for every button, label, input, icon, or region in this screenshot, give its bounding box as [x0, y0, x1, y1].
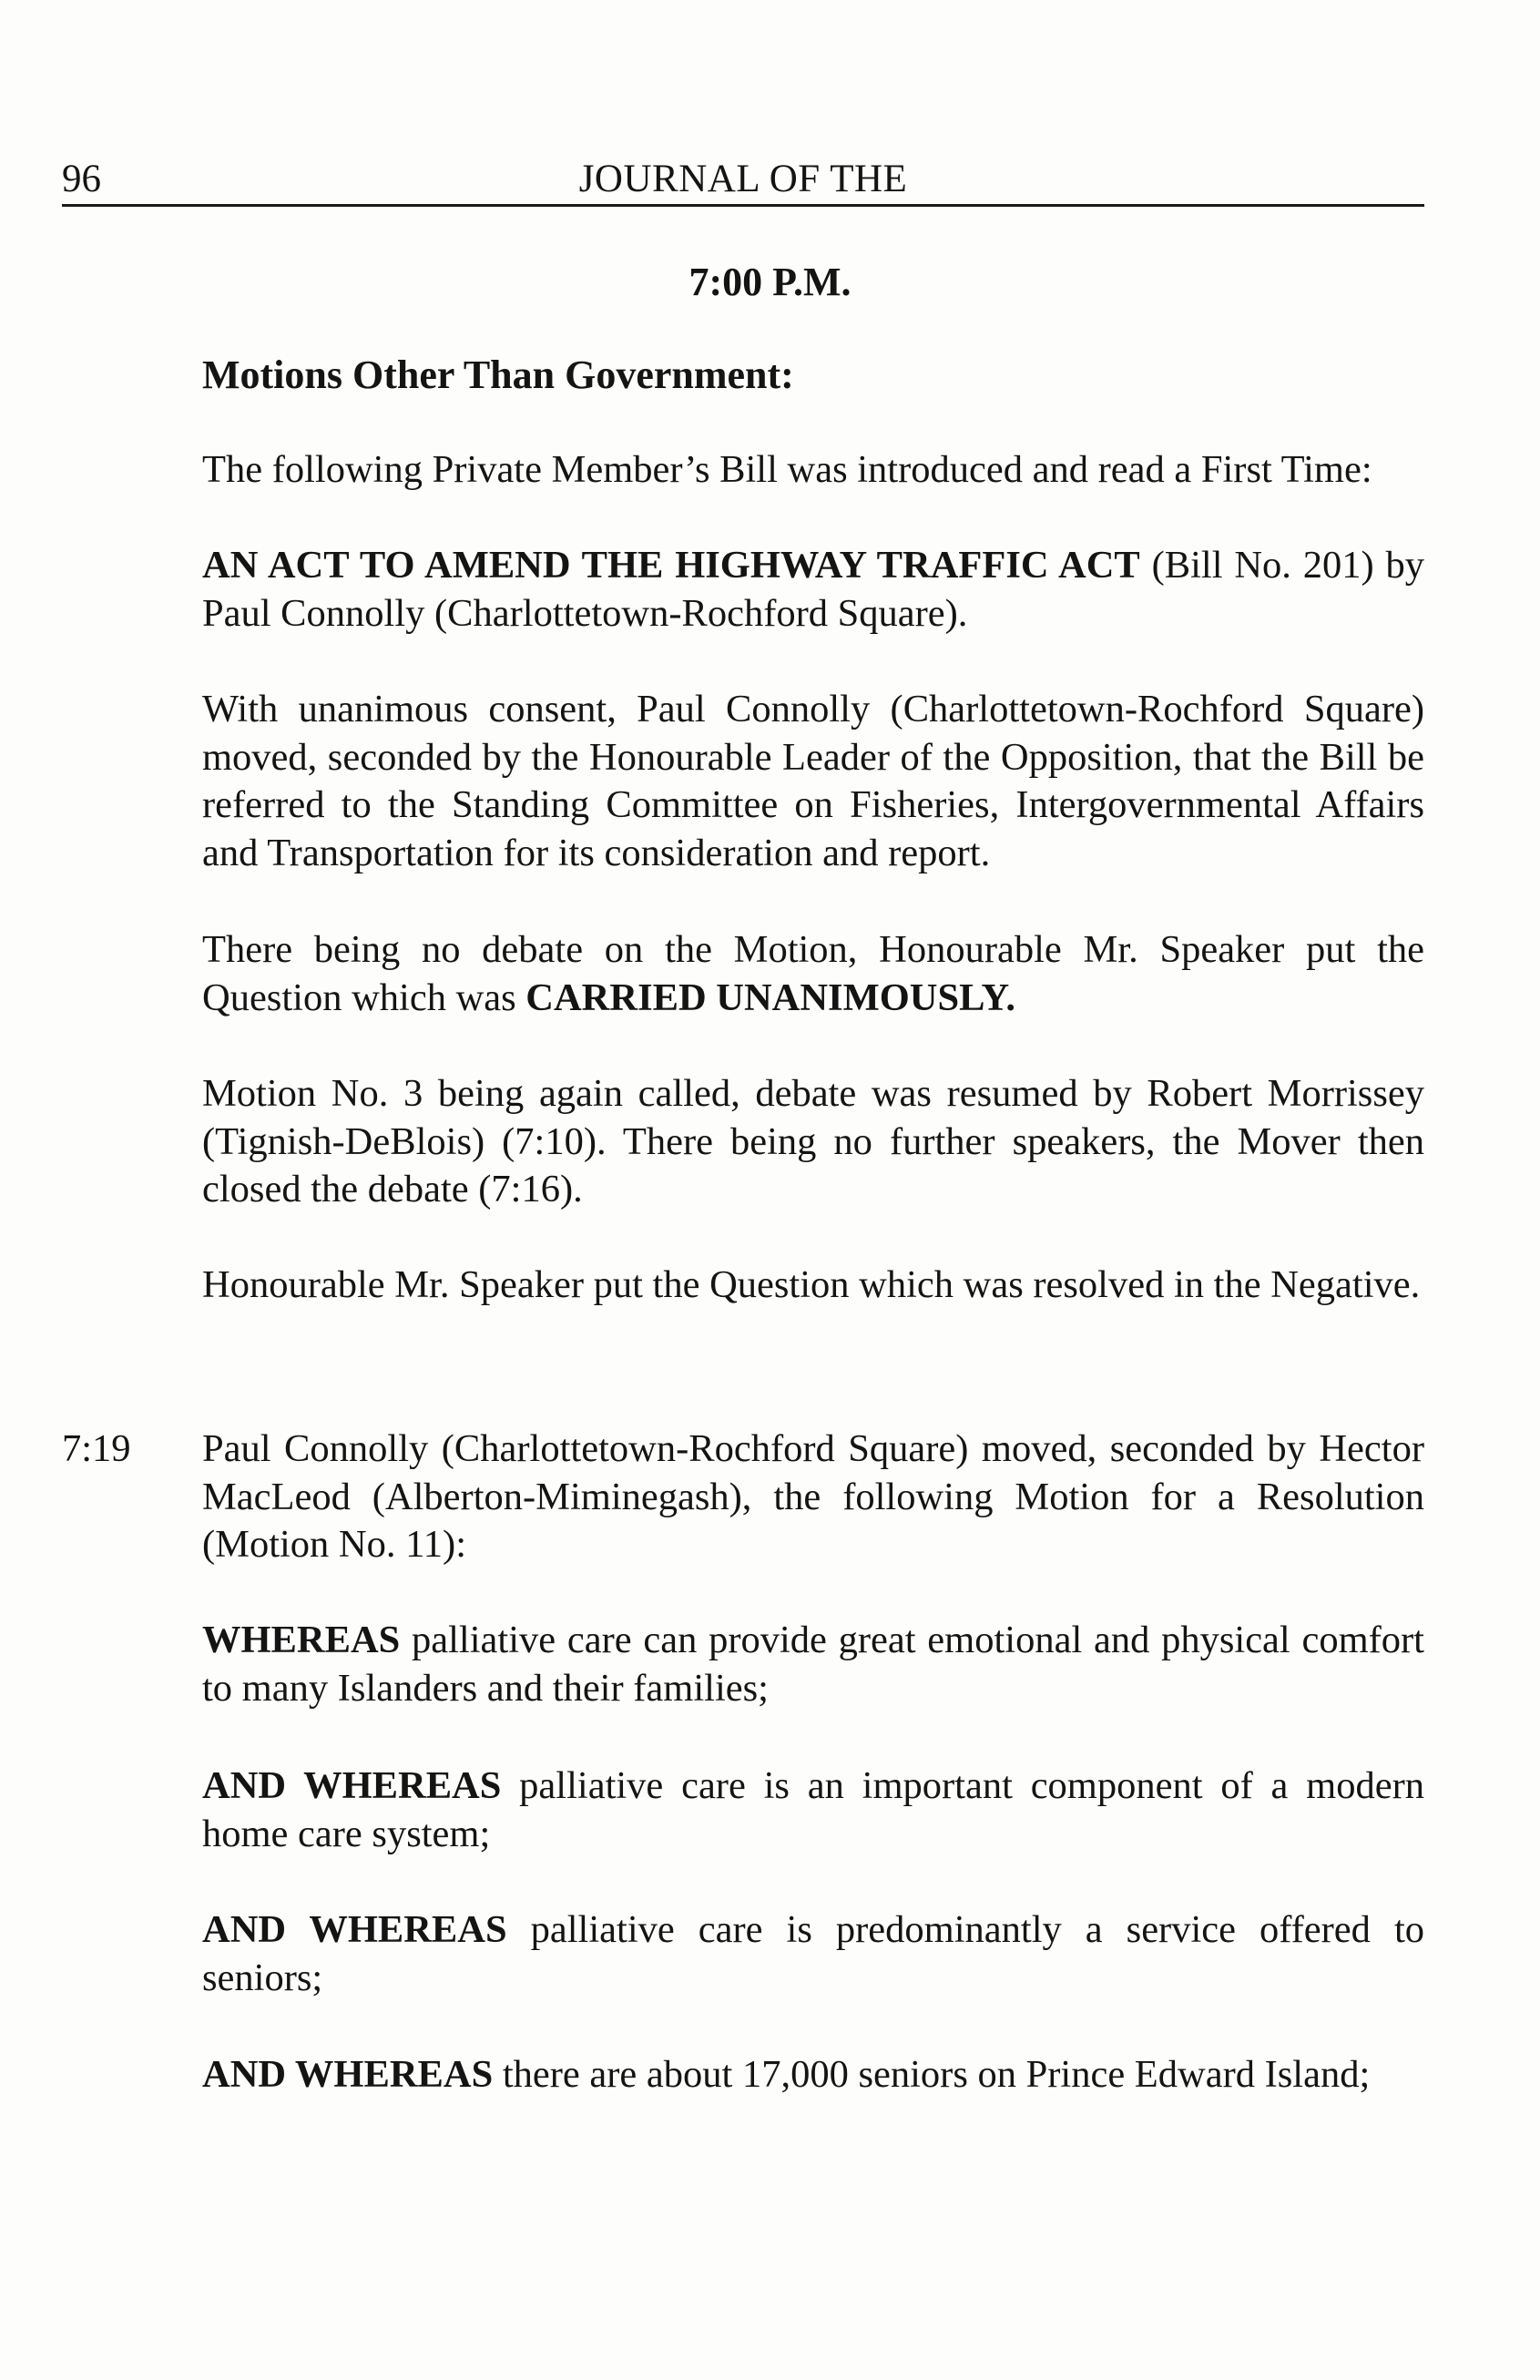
result-bold: CARRIED UNANIMOUSLY. — [525, 975, 1015, 1019]
running-head: JOURNAL OF THE — [578, 158, 908, 200]
paragraph-whereas-1 — [202, 1617, 1424, 1712]
paragraph-text: Motion No. 3 being again called, debate was resumed by Robert Morrissey (Tignish-DeBlois) (7:10). There being no further speakers, the Mover then closed the debate (7:16). — [202, 1072, 1424, 1210]
paragraph-whereas-3 — [202, 1906, 1424, 2002]
margin-time-stamp: 7:19 — [62, 1427, 131, 1470]
paragraph-negative — [202, 1262, 1424, 1310]
paragraph-motion-11 — [202, 1425, 1424, 1569]
section-heading: Motions Other Than Government: — [202, 352, 794, 397]
whereas-keyword: WHEREAS — [202, 1619, 401, 1661]
paragraph-carried — [202, 926, 1424, 1022]
paragraph-text: Paul Connolly (Charlottetown-Rochford Square) moved, seconded by Hector MacLeod (Alberton-Miminegash), the following Motion for a Resolution (Motion No. 11): — [202, 1427, 1424, 1566]
paragraph-text: The following Private Member’s Bill was introduced and read a First Time: — [202, 448, 1372, 491]
whereas-keyword: AND WHEREAS — [202, 1764, 502, 1807]
paragraph-text: (Bill No. 201) by Paul Connolly (Charlottetown-Rochford Square). — [202, 544, 1424, 635]
paragraph-whereas-4 — [202, 2051, 1424, 2099]
paragraph-text: Honourable Mr. Speaker put the Question which was resolved in the Negative. — [202, 1263, 1421, 1306]
paragraph-text: palliative care can provide great emotional and physical comfort to many Islanders and their families; — [202, 1619, 1424, 1710]
paragraph-whereas-2 — [202, 1762, 1424, 1858]
page-number: 96 — [62, 158, 101, 200]
paragraph-bill-title — [202, 542, 1424, 638]
whereas-keyword: AND WHEREAS — [202, 2053, 494, 2096]
paragraph-text: palliative care is an important component of a modern home care system; — [202, 1764, 1424, 1855]
paragraph-bill-introduction — [202, 446, 1424, 495]
paragraph-text: palliative care is predominantly a service offered to seniors; — [202, 1908, 1424, 1999]
paragraph-motion-3 — [202, 1070, 1424, 1214]
paragraph-text: there are about 17,000 seniors on Prince Edward Island; — [493, 2053, 1371, 2096]
bill-title: AN ACT TO AMEND THE HIGHWAY TRAFFIC ACT — [202, 544, 1140, 587]
page-header — [62, 157, 1424, 207]
paragraph-text: With unanimous consent, Paul Connolly (Charlottetown-Rochford Square) moved, seconded by the Honourable Leader of the Opposition, that the Bill be referred to the Standing Committee on Fisheries, Intergovernmental Affairs and Transportation for its consideration and report. — [202, 688, 1424, 874]
whereas-keyword: AND WHEREAS — [202, 1908, 507, 1951]
paragraph-text: There being no debate on the Motion, Honourable Mr. Speaker put the Question which was — [202, 928, 1424, 1019]
time-heading: 7:00 P.M. — [688, 260, 852, 304]
paragraph-referral-motion — [202, 686, 1424, 877]
